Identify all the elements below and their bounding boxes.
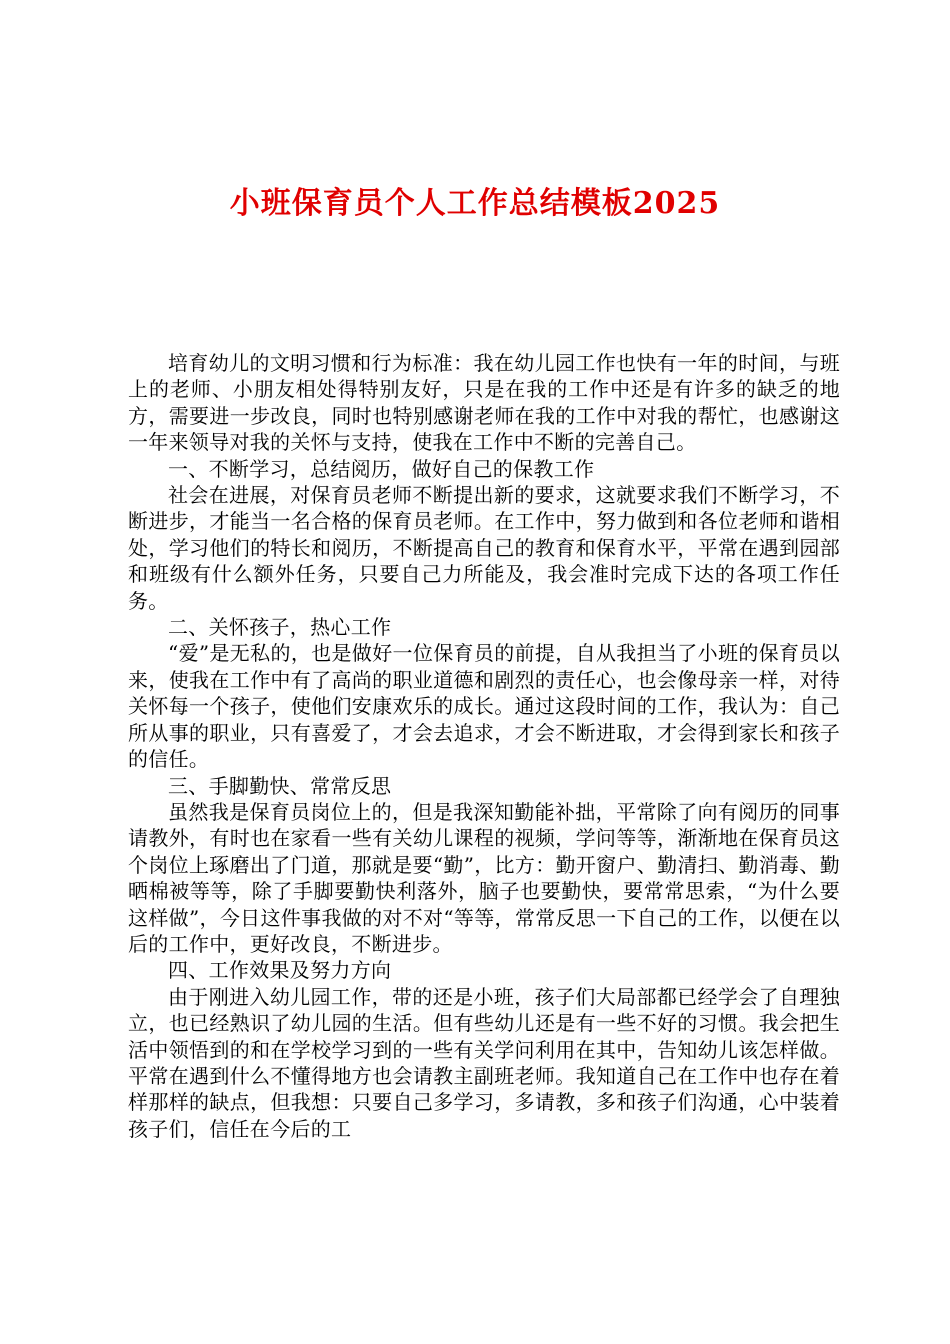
section-heading-2: 二、关怀孩子，热心工作 [168,615,392,640]
document-body [128,350,840,1142]
section-heading-4: 四、工作效果及努力方向 [168,958,392,983]
section-paragraph-3: 虽然我是保育员岗位上的，但是我深知勤能补拙，平常除了向有阅历的同事请教外，有时也在家看一些有关幼儿课程的视频，学问等等，渐渐地在保育员这个岗位上琢磨出了门道，那就是要“勤”，比方：勤开窗户、勤清扫、勤消毒、勤晒棉被等等，除了手脚要勤快利落外，脑子也要勤快，要常常思索，“为什么要这样做”，今日这件事我做的对不对“等等，常常反思一下自己的工作，以便在以后的工作中，更好改良，不断进步。 [128,799,840,956]
section-paragraph-1: 社会在进展，对保育员老师不断提出新的要求，这就要求我们不断学习，不断进步，才能当一名合格的保育员老师。在工作中，努力做到和各位老师和谐相处，学习他们的特长和阅历，不断提高自己的教育和保育水平，平常在遇到园部和班级有什么额外任务，只要自己力所能及，我会准时完成下达的各项工作任务。 [128,483,840,613]
document-title: 小班保育员个人工作总结模板2025 [229,186,721,221]
section-heading-1: 一、不断学习，总结阅历，做好自己的保教工作 [168,456,595,481]
section-paragraph-4: 由于刚进入幼儿园工作，带的还是小班，孩子们大局部都已经学会了自理独立，也已经熟识了幼儿园的生活。但有些幼儿还是有一些不好的习惯。我会把生活中领悟到的和在学校学习到的一些有关学问利用在其中，告知幼儿该怎样做。平常在遇到什么不懂得地方也会请教主副班老师。我知道自己在工作中也存在着样那样的缺点，但我想：只要自己多学习，多请教，多和孩子们沟通，心中装着孩子们，信任在今后的工 [128,984,840,1141]
intro-paragraph: 培育幼儿的文明习惯和行为标准：我在幼儿园工作也快有一年的时间，与班上的老师、小朋友相处得特别友好，只是在我的工作中还是有许多的缺乏的地方，需要进一步改良，同时也特别感谢老师在我的工作中对我的帮忙，也感谢这一年来领导对我的关怀与支持，使我在工作中不断的完善自己。 [128,351,840,455]
section-heading-3: 三、手脚勤快、常常反思 [168,773,392,798]
section-paragraph-2: “爱”是无私的，也是做好一位保育员的前提，自从我担当了小班的保育员以来，使我在工作中有了高尚的职业道德和剧烈的责任心，也会像母亲一样，对待关怀每一个孩子，使他们安康欢乐的成长。通过这段时间的工作，我认为：自己所从事的职业，只有喜爱了，才会去追求，才会不断进取，才会得到家长和孩子的信任。 [128,641,840,772]
